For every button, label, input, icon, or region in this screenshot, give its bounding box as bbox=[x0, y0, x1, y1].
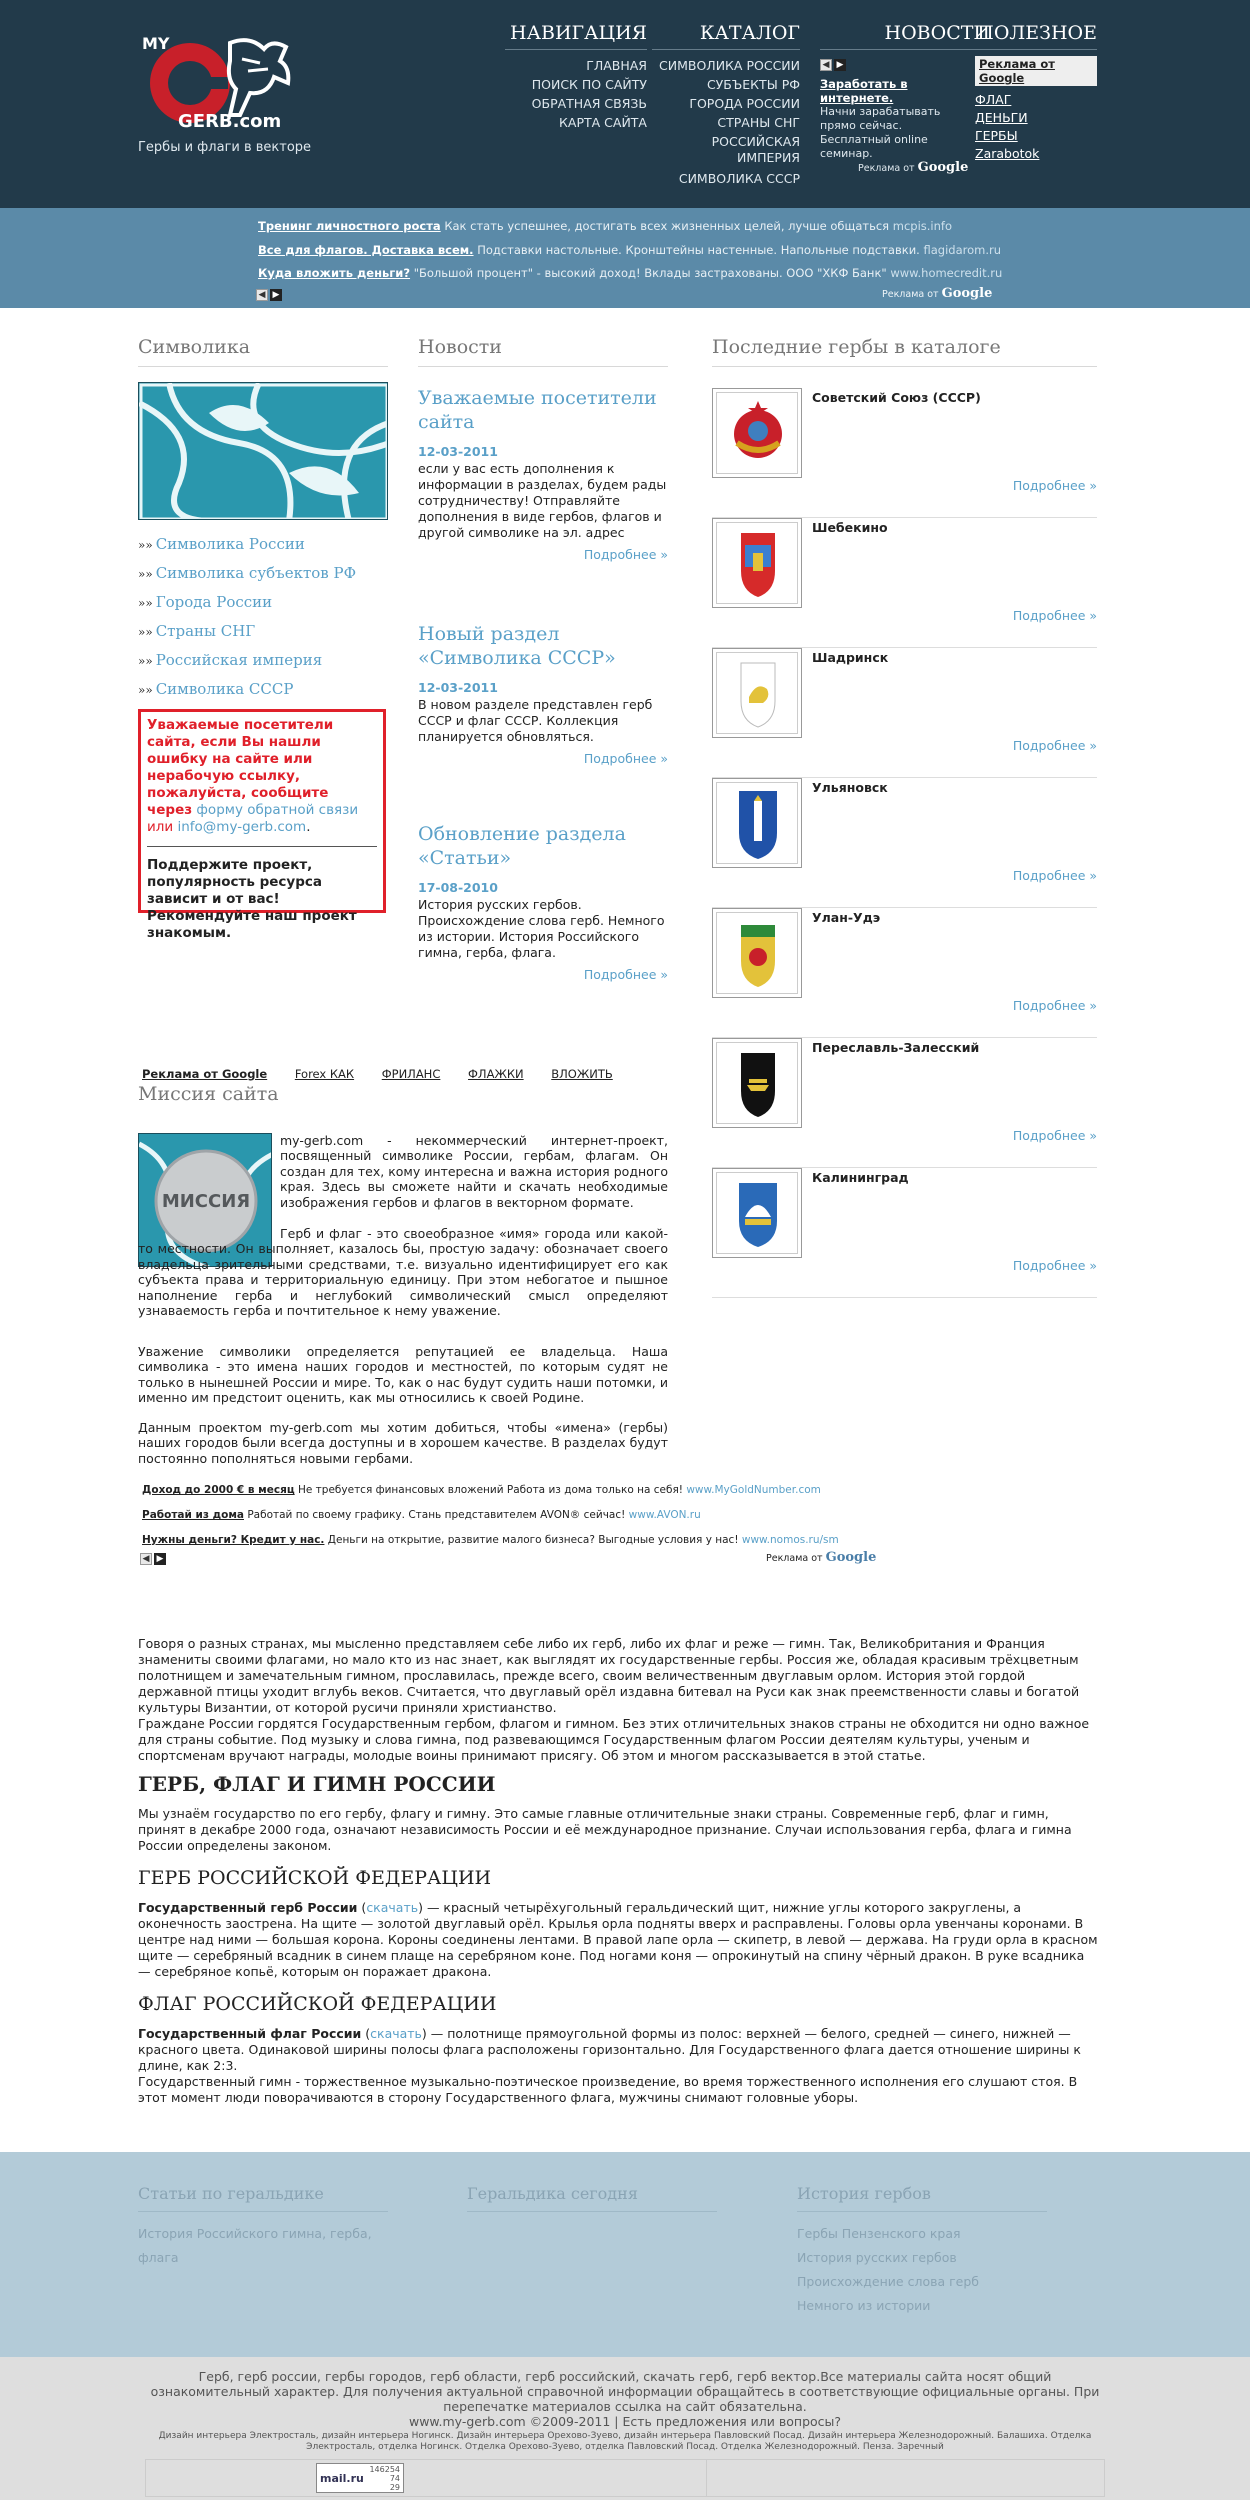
ad-prev-button[interactable]: ◀ bbox=[820, 59, 832, 71]
ad-title[interactable]: Работай из дома bbox=[142, 1509, 244, 1521]
footer-column bbox=[797, 2184, 1047, 2318]
ads2-nav bbox=[140, 1550, 168, 1565]
article-heading: ФЛАГ РОССИЙСКОЙ ФЕДЕРАЦИИ bbox=[138, 1993, 497, 2015]
counter-value: 146254 bbox=[369, 2465, 400, 2474]
catalog-item bbox=[712, 1038, 1097, 1168]
arrow-icon: »» bbox=[138, 654, 153, 668]
news-ad-text: Начни зарабатывать прямо сейчас. Бесплатный online семинар. bbox=[820, 105, 941, 160]
catalog-name[interactable]: Шадринск bbox=[812, 650, 889, 665]
ads2-google-badge[interactable] bbox=[766, 1550, 876, 1565]
shield-icon bbox=[717, 913, 799, 995]
catalog-item-cis[interactable]: СТРАНЫ СНГ bbox=[717, 115, 800, 130]
mailru-counter[interactable] bbox=[316, 2463, 404, 2493]
article-paragraph: Государственный герб России (скачать) — красный четырёхугольный геральдический щит, нижние углы которого закруглены, а оконечность заострена. На щите — золотой двуглавый орёл. Крылья орла подняты вверх и расправлены. Головы орла увенчаны коронами. В центре над ними — большая корона. Короны соединены лентами. В правой лапе орла — скипетр, в левой — держава. На груди орла в красном щите — серебряный всадник в синем плаще на серебряном коне. Под ногами коня — опрокинутый на спину чёрный дракон. В руке всадника — серебряное копьё, которым он поражает дракона. bbox=[138, 1900, 1098, 1979]
news-body: если у вас есть дополнения к информации в разделах, будем рады сотрудничеству! Отправляйте дополнения в виде гербов, флагов и другой символике на эл. адрес bbox=[418, 461, 667, 540]
logo-emblem-icon bbox=[138, 25, 306, 137]
catalog-section bbox=[712, 336, 1097, 1273]
symbolics-item-label: Российская империя bbox=[155, 651, 323, 669]
download-flag-link[interactable]: скачать bbox=[370, 2026, 422, 2041]
promo-title[interactable]: Все для флагов. Доставка всем. bbox=[258, 243, 474, 257]
header bbox=[0, 0, 1250, 208]
catalog-thumb[interactable] bbox=[712, 908, 802, 998]
symbolics-item[interactable] bbox=[138, 675, 388, 704]
catalog-item-empire[interactable]: РОССИЙСКАЯ ИМПЕРИЯ bbox=[711, 134, 800, 165]
shield-icon bbox=[717, 1043, 799, 1125]
article bbox=[138, 1636, 1098, 2106]
ad-url[interactable]: www.nomos.ru/sm bbox=[741, 1534, 839, 1546]
news-section bbox=[418, 336, 668, 982]
symbolics-item[interactable] bbox=[138, 646, 388, 675]
catalog-more-link[interactable]: Подробнее » bbox=[1012, 478, 1097, 493]
symbolics-item-label: Страны СНГ bbox=[155, 622, 256, 640]
footer-links bbox=[0, 2152, 1250, 2357]
shield-icon bbox=[717, 1173, 799, 1255]
gerb-label: Государственный герб России bbox=[138, 1900, 358, 1915]
news-item bbox=[418, 822, 668, 982]
catalog-more-link[interactable]: Подробнее » bbox=[1012, 1128, 1097, 1143]
promo-row bbox=[258, 266, 1002, 280]
bottom-ads bbox=[142, 1478, 862, 1553]
ad-next-button[interactable]: ▶ bbox=[834, 59, 846, 71]
ad-link[interactable]: ВЛОЖИТЬ bbox=[551, 1067, 613, 1081]
article-paragraph: Государственный флаг России (скачать) — полотнище прямоугольной формы из полос: верхней — белого, средней — синего, нижней — красного цвета. Одинаковой ширины полосы флага расположены горизонтально. Для Государственного флага дается отношение ширины к длине, как 2:3. bbox=[138, 2026, 1081, 2073]
ad-text: Не требуется финансовых вложений Работа из дома только на себя! bbox=[297, 1484, 683, 1496]
footer-link[interactable]: История Российского гимна, герба, флага bbox=[138, 2226, 372, 2265]
catalog-heading: КАТАЛОГ bbox=[652, 22, 800, 50]
promo-next-button[interactable]: ▶ bbox=[270, 289, 282, 301]
promo-band bbox=[0, 208, 1250, 308]
notice-text: Уважаемые посетители сайта, если Вы нашли ошибку на сайте или нерабочую ссылку, пожалуйста, сообщите через bbox=[147, 717, 334, 818]
ad-brand: Google bbox=[917, 160, 969, 175]
footer-link[interactable]: Гербы Пензенского края bbox=[797, 2226, 961, 2241]
news-title[interactable]: Новый раздел «Символика СССР» bbox=[418, 623, 616, 669]
ad-link[interactable]: Forex КАК bbox=[294, 1067, 355, 1081]
catalog-name[interactable]: Ульяновск bbox=[812, 780, 888, 795]
ad-url[interactable]: www.MyGoldNumber.com bbox=[686, 1484, 821, 1496]
copyright[interactable]: www.my-gerb.com ©2009-2011 | Есть предложения или вопросы? bbox=[408, 2414, 842, 2429]
counters-bar bbox=[145, 2459, 1105, 2497]
ad-text: Работай по своему графику. Стань представителем AVON® сейчас! bbox=[247, 1509, 626, 1521]
counter-value: 29 bbox=[389, 2483, 400, 2492]
catalog-name[interactable]: Улан-Удэ bbox=[812, 910, 881, 925]
footer-heading: Геральдика сегодня bbox=[467, 2184, 717, 2212]
nav-heading: НАВИГАЦИЯ bbox=[505, 22, 647, 50]
arrow-icon: »» bbox=[138, 683, 153, 697]
footer-column bbox=[138, 2184, 388, 2270]
news-date: 12-03-2011 bbox=[418, 444, 498, 459]
counter-value: 74 bbox=[389, 2474, 400, 2483]
footer-column bbox=[467, 2184, 717, 2222]
news-ad-title[interactable]: Заработать в интернете. bbox=[820, 77, 908, 105]
arrow-icon: »» bbox=[138, 596, 153, 610]
mission-paragraph: Герб и флаг - это своеобразное «имя» города или какой-то местности. Он выполняет, казалось бы, простую задачу: обозначает своего владельца зрительными средствами, т.е. визуально идентифицирует его как субъекта права и территориальную единицу. При этом небогатое и пышное наполнение герба и неглубокий символический смысл определяют узнаваемость герба и почтительное к нему уважение. bbox=[138, 1226, 668, 1319]
useful-item-flag[interactable]: ФЛАГ bbox=[975, 92, 1012, 107]
symbolics-item[interactable] bbox=[138, 617, 388, 646]
ad-label: Реклама от bbox=[858, 163, 915, 174]
ad-row bbox=[142, 1528, 862, 1553]
mission-heading: Миссия сайта bbox=[138, 1083, 279, 1105]
ad-title[interactable]: Доход до 2000 € в месяц bbox=[142, 1484, 295, 1496]
catalog-thumb[interactable] bbox=[712, 1038, 802, 1128]
news-title[interactable]: Уважаемые посетители сайта bbox=[418, 387, 657, 433]
promo-google-badge[interactable] bbox=[882, 286, 992, 301]
mission-section bbox=[138, 1083, 668, 1105]
useful-column bbox=[975, 22, 1097, 163]
svg-text:МИССИЯ: МИССИЯ bbox=[161, 1191, 251, 1212]
promo-row bbox=[258, 243, 1001, 257]
symbolics-item-label: Символика России bbox=[155, 535, 305, 553]
catalog-more-link[interactable]: Подробнее » bbox=[1012, 738, 1097, 753]
useful-item-money[interactable]: ДЕНЬГИ bbox=[975, 110, 1028, 125]
shield-icon bbox=[717, 523, 799, 605]
news-more-link[interactable]: Подробнее » bbox=[583, 967, 668, 982]
catalog-more-link[interactable]: Подробнее » bbox=[1012, 868, 1097, 883]
catalog-item bbox=[712, 388, 1097, 518]
gerb-description: — красный четырёхугольный геральдический щит, нижние углы которого закруглены, а оконечность заострена. На щите — золотой двуглавый орёл. Крылья орла подняты вверх и расправлены. Головы орла увенчаны коронами. В центре над ними — большая корона. Короны соединены лентами. В правой лапе орла — скипетр, в левой — держава. На груди орла в красном щите — серебряный всадник в синем плаще на серебряном коне. Под ногами коня — опрокинутый на спину чёрный дракон. В руке всадника — серебряное копьё, которым он поражает дракона. bbox=[138, 1900, 1098, 1979]
symbolics-image[interactable] bbox=[138, 382, 388, 520]
catalog-thumb[interactable] bbox=[712, 778, 802, 868]
useful-ad-label[interactable]: Реклама от Google bbox=[975, 56, 1097, 86]
catalog-item bbox=[712, 778, 1097, 908]
symbolics-section bbox=[138, 336, 388, 704]
ad-label: Реклама от bbox=[766, 1553, 823, 1564]
ad-title[interactable]: Нужны деньги? Кредит у нас. bbox=[142, 1534, 325, 1546]
promo-title[interactable]: Тренинг личностного роста bbox=[258, 219, 441, 233]
footer-heading: История гербов bbox=[797, 2184, 1047, 2212]
catalog-item-subjects[interactable]: СУБЪЕКТЫ РФ bbox=[706, 77, 800, 92]
google-ad-badge[interactable] bbox=[858, 160, 968, 175]
useful-item-zarabotok[interactable]: Zarabotok bbox=[975, 146, 1040, 161]
nav-column bbox=[505, 22, 647, 132]
news-ad-block bbox=[820, 56, 948, 161]
symbolics-item[interactable] bbox=[138, 588, 388, 617]
footer-link[interactable]: Происхождение слова герб bbox=[797, 2274, 979, 2289]
news-date: 17-08-2010 bbox=[418, 880, 498, 895]
catalog-name[interactable]: Переславль-Залесский bbox=[812, 1040, 980, 1055]
news-body: История русских гербов. Происхождение слова герб. Немного из истории. История Российского гимна, герба, флага. bbox=[418, 897, 665, 960]
useful-ad-block bbox=[975, 56, 1097, 163]
article-paragraph: Граждане России гордятся Государственным гербом, флагом и гимном. Без этих отличительных знаков страны не обходится ни одно важное для страны событие. Под музыку и слова гимна, под развевающимся Государственным флагом России деятелям культуры, ученым и спортсменам вручают награды, молодые воины принимают присягу. Об этом и многом рассказывается в этой статье. bbox=[138, 1716, 1090, 1763]
news-heading: НОВОСТИ bbox=[820, 22, 990, 50]
nav-item-search[interactable]: ПОИСК ПО САЙТУ bbox=[531, 77, 647, 92]
notice-or: или bbox=[147, 819, 174, 835]
svg-text:MY: MY bbox=[142, 34, 170, 53]
divider bbox=[147, 846, 377, 847]
symbolics-item-label: Города России bbox=[155, 593, 273, 611]
ad-brand: Google bbox=[825, 1550, 877, 1565]
promo-nav bbox=[256, 286, 284, 301]
promo-url[interactable]: flagidarom.ru bbox=[923, 243, 1002, 257]
catalog-item bbox=[712, 1168, 1097, 1298]
news-more-link[interactable]: Подробнее » bbox=[583, 751, 668, 766]
article-paragraph: Говоря о разных странах, мы мысленно представляем себе либо их герб, либо их флаг и реже — гимн. Так, Великобритания и Франция знамениты своими флагами, но мало кто из нас знает, как выглядят их государственные гербы. Россия же, обладая красивым трёхцветным полотнищем и замечательным гимном, прославилась, прежде всего, своим величественным двуглавым орлом. История этой гордой державной птицы уходит вглубь веков. Считается, что двуглавый орёл издавна битевал на Руси как знак преемственности славы и богатой культуры Византии, от которой русичи приняли христианство. bbox=[138, 1636, 1080, 1715]
ad-text: Деньги на открытие, развитие малого бизнеса? Выгодные условия у нас! bbox=[327, 1534, 739, 1546]
article-heading: ГЕРБ, ФЛАГ И ГИМН РОССИИ bbox=[138, 1772, 496, 1796]
symbolics-item[interactable] bbox=[138, 559, 388, 588]
promo-prev-button[interactable]: ◀ bbox=[256, 289, 268, 301]
nav-item-home[interactable]: ГЛАВНАЯ bbox=[586, 58, 647, 73]
nav-item-feedback[interactable]: ОБРАТНАЯ СВЯЗЬ bbox=[531, 96, 647, 111]
arrow-icon: »» bbox=[138, 567, 153, 581]
ad-row bbox=[142, 1478, 862, 1503]
catalog-item bbox=[712, 648, 1097, 778]
symbolics-item-label: Символика субъектов РФ bbox=[155, 564, 357, 582]
mission-paragraph: my-gerb.com - некоммерческий интернет-проект, посвященный символике России, гербам, флагам. Он создан для тех, кому интересна и важна история родного края. Здесь вы сможете найти и скачать необходимые изображения гербов и флагов в векторном формате. bbox=[280, 1133, 668, 1210]
catalog-item bbox=[712, 518, 1097, 648]
support-text: Поддержите проект, популярность ресурса зависит и от вас! Рекомендуйте наш проект знакомым. bbox=[147, 857, 357, 941]
svg-text:GERB.com: GERB.com bbox=[178, 111, 282, 132]
news-heading: Новости bbox=[418, 336, 668, 367]
news-item bbox=[418, 386, 668, 562]
ad-link[interactable]: ФРИЛАНС bbox=[381, 1067, 441, 1081]
catalog-heading: Последние гербы в каталоге bbox=[712, 336, 1097, 367]
symbolics-heading: Символика bbox=[138, 336, 388, 367]
catalog-item-cities[interactable]: ГОРОДА РОССИИ bbox=[689, 96, 800, 111]
catalog-thumb[interactable] bbox=[712, 648, 802, 738]
catalog-more-link[interactable]: Подробнее » bbox=[1012, 608, 1097, 623]
promo-text: Как стать успешнее, достигать всех жизненных целей, лучше общаться bbox=[444, 219, 890, 233]
nav-item-sitemap[interactable]: КАРТА САЙТА bbox=[559, 115, 647, 130]
ornament-icon bbox=[139, 383, 388, 520]
news-column bbox=[820, 22, 990, 161]
promo-url[interactable]: mcpis.info bbox=[892, 219, 952, 233]
useful-item-gerbs[interactable]: ГЕРБЫ bbox=[975, 128, 1018, 143]
email-link[interactable]: info@my-gerb.com bbox=[177, 819, 307, 835]
catalog-more-link[interactable]: Подробнее » bbox=[1012, 1258, 1097, 1273]
symbolics-item-label: Символика СССР bbox=[155, 680, 294, 698]
notice-box: Уважаемые посетители сайта, если Вы нашли ошибку на сайте или нерабочую ссылку, пожалуйста, сообщите через форму обратной связи или info@my-gerb.com. Поддержите проект, популярность ресурса зависит и от вас! Рекомендуйте наш проект знакомым. bbox=[138, 709, 386, 913]
news-body: В новом разделе представлен герб СССР и флаг СССР. Коллекция планируется обновляться. bbox=[418, 697, 653, 744]
ad-links-row bbox=[142, 1067, 637, 1081]
arrow-icon: »» bbox=[138, 538, 153, 552]
catalog-name[interactable]: Шебекино bbox=[812, 520, 888, 535]
ad-link[interactable]: Реклама от Google bbox=[142, 1067, 268, 1081]
news-more-link[interactable]: Подробнее » bbox=[583, 547, 668, 562]
download-gerb-link[interactable]: скачать bbox=[366, 1900, 419, 1915]
ads-prev-button[interactable]: ◀ bbox=[140, 1553, 152, 1565]
catalog-column bbox=[652, 22, 800, 188]
ads-next-button[interactable]: ▶ bbox=[154, 1553, 166, 1565]
article-heading: ГЕРБ РОССИЙСКОЙ ФЕДЕРАЦИИ bbox=[138, 1867, 492, 1889]
catalog-item bbox=[712, 908, 1097, 1038]
shield-icon bbox=[717, 653, 799, 735]
ad-label: Реклама от bbox=[882, 289, 939, 300]
catalog-name[interactable]: Калининград bbox=[812, 1170, 909, 1185]
seo-text: Дизайн интерьера Электросталь, дизайн интерьера Ногинск. Дизайн интерьера Орехово-Зуево, дизайн интерьера Павловский Посад. Дизайн интерьера Железнодорожный. Балашиха. Отделка Электросталь, отделка Ногинск. Отделка Орехово-Зуево, отделка Павловский Посад. Отделка Железнодорожный. Пенза. Заречный bbox=[158, 2431, 1092, 2452]
catalog-thumb[interactable] bbox=[712, 388, 802, 478]
arrow-icon: »» bbox=[138, 625, 153, 639]
promo-title[interactable]: Куда вложить деньги? bbox=[258, 266, 411, 280]
news-item bbox=[418, 622, 668, 766]
news-title[interactable]: Обновление раздела «Статьи» bbox=[418, 823, 626, 869]
promo-url[interactable]: www.homecredit.ru bbox=[890, 266, 1003, 280]
divider bbox=[706, 2460, 707, 2496]
ussr-emblem-icon bbox=[717, 393, 799, 475]
catalog-name[interactable]: Советский Союз (СССР) bbox=[812, 390, 981, 405]
symbolics-list bbox=[138, 530, 388, 704]
news-date: 12-03-2011 bbox=[418, 680, 498, 695]
ad-link[interactable]: ФЛАЖКИ bbox=[468, 1067, 524, 1081]
mission-paragraph: Уважение символики определяется репутацией ее владельца. Наша символика - это имена наших городов и местностей, по которым судят не только в нынешней России и мире. То, как о нас будут судить наши потомки, и именно им предстоит оценить, как мы относились к своей Родине. bbox=[138, 1344, 668, 1406]
ad-brand: Google bbox=[941, 286, 993, 301]
footer-bottom bbox=[0, 2357, 1250, 2500]
promo-text: "Большой процент" - высокий доход! Вклады застрахованы. ООО "ХКФ Банк" bbox=[413, 266, 887, 280]
catalog-more-link[interactable]: Подробнее » bbox=[1012, 998, 1097, 1013]
flag-description: — полотнище прямоугольной формы из полос: верхней — белого, средней — синего, нижней — красного цвета. Одинаковой ширины полосы флага расположены горизонтально. Для Государственного флага дается отношение ширины к длине, как 2:3. bbox=[138, 2026, 1081, 2073]
article-paragraph: Государственный гимн - торжественное музыкально-поэтическое произведение, во время торжественного исполнения его слушают стоя. В этот момент люди поворачиваются в сторону Государственного флага, мужчины снимают головные уборы. bbox=[138, 2074, 1078, 2105]
catalog-thumb[interactable] bbox=[712, 518, 802, 608]
promo-text: Подставки настольные. Кронштейны настенные. Напольные подставки. bbox=[477, 243, 920, 257]
footer-heading: Статьи по геральдике bbox=[138, 2184, 388, 2212]
mission-paragraph: Данным проектом my-gerb.com мы хотим добиться, чтобы «имена» (гербы) наших городов были всегда доступны и в хорошем качестве. В разделах будут постоянно пополняться новыми гербами. bbox=[138, 1420, 668, 1466]
promo-row bbox=[258, 219, 952, 233]
site-logo[interactable] bbox=[138, 25, 306, 137]
useful-heading: ПОЛЕЗНОЕ bbox=[975, 22, 1097, 50]
catalog-thumb[interactable] bbox=[712, 1168, 802, 1258]
disclaimer: Герб, герб россии, гербы городов, герб области, герб российский, скачать герб, герб вектор.Все материалы сайта носят общий ознакомительный характер. Для получения актуальной справочной информации обращайтесь в соответствующие официальные органы. При перепечатке материалов ссылка на сайт обязательна. bbox=[150, 2369, 1100, 2414]
footer-link[interactable]: Немного из истории bbox=[797, 2298, 931, 2313]
flag-label: Государственный флаг России bbox=[138, 2026, 362, 2041]
shield-icon bbox=[717, 783, 799, 865]
footer-link[interactable]: История русских гербов bbox=[797, 2250, 957, 2265]
catalog-item-russia[interactable]: СИМВОЛИКА РОССИИ bbox=[659, 58, 800, 73]
site-tagline: Гербы и флаги в векторе bbox=[138, 140, 312, 155]
symbolics-item[interactable] bbox=[138, 530, 388, 559]
catalog-item-ussr[interactable]: СИМВОЛИКА СССР bbox=[678, 171, 800, 186]
ad-row bbox=[142, 1503, 862, 1528]
ad-url[interactable]: www.AVON.ru bbox=[628, 1509, 701, 1521]
feedback-form-link[interactable]: форму обратной связи bbox=[196, 802, 359, 818]
counter-label: mail.ru bbox=[320, 2472, 364, 2485]
article-paragraph: Мы узнаём государство по его гербу, флагу и гимну. Это самые главные отличительные знаки страны. Современные герб, флаг и гимн, принят в декабре 2000 года, означают независимость России и её международное признание. Случаи использования герба, флага и гимна России определены законом. bbox=[138, 1806, 1072, 1853]
